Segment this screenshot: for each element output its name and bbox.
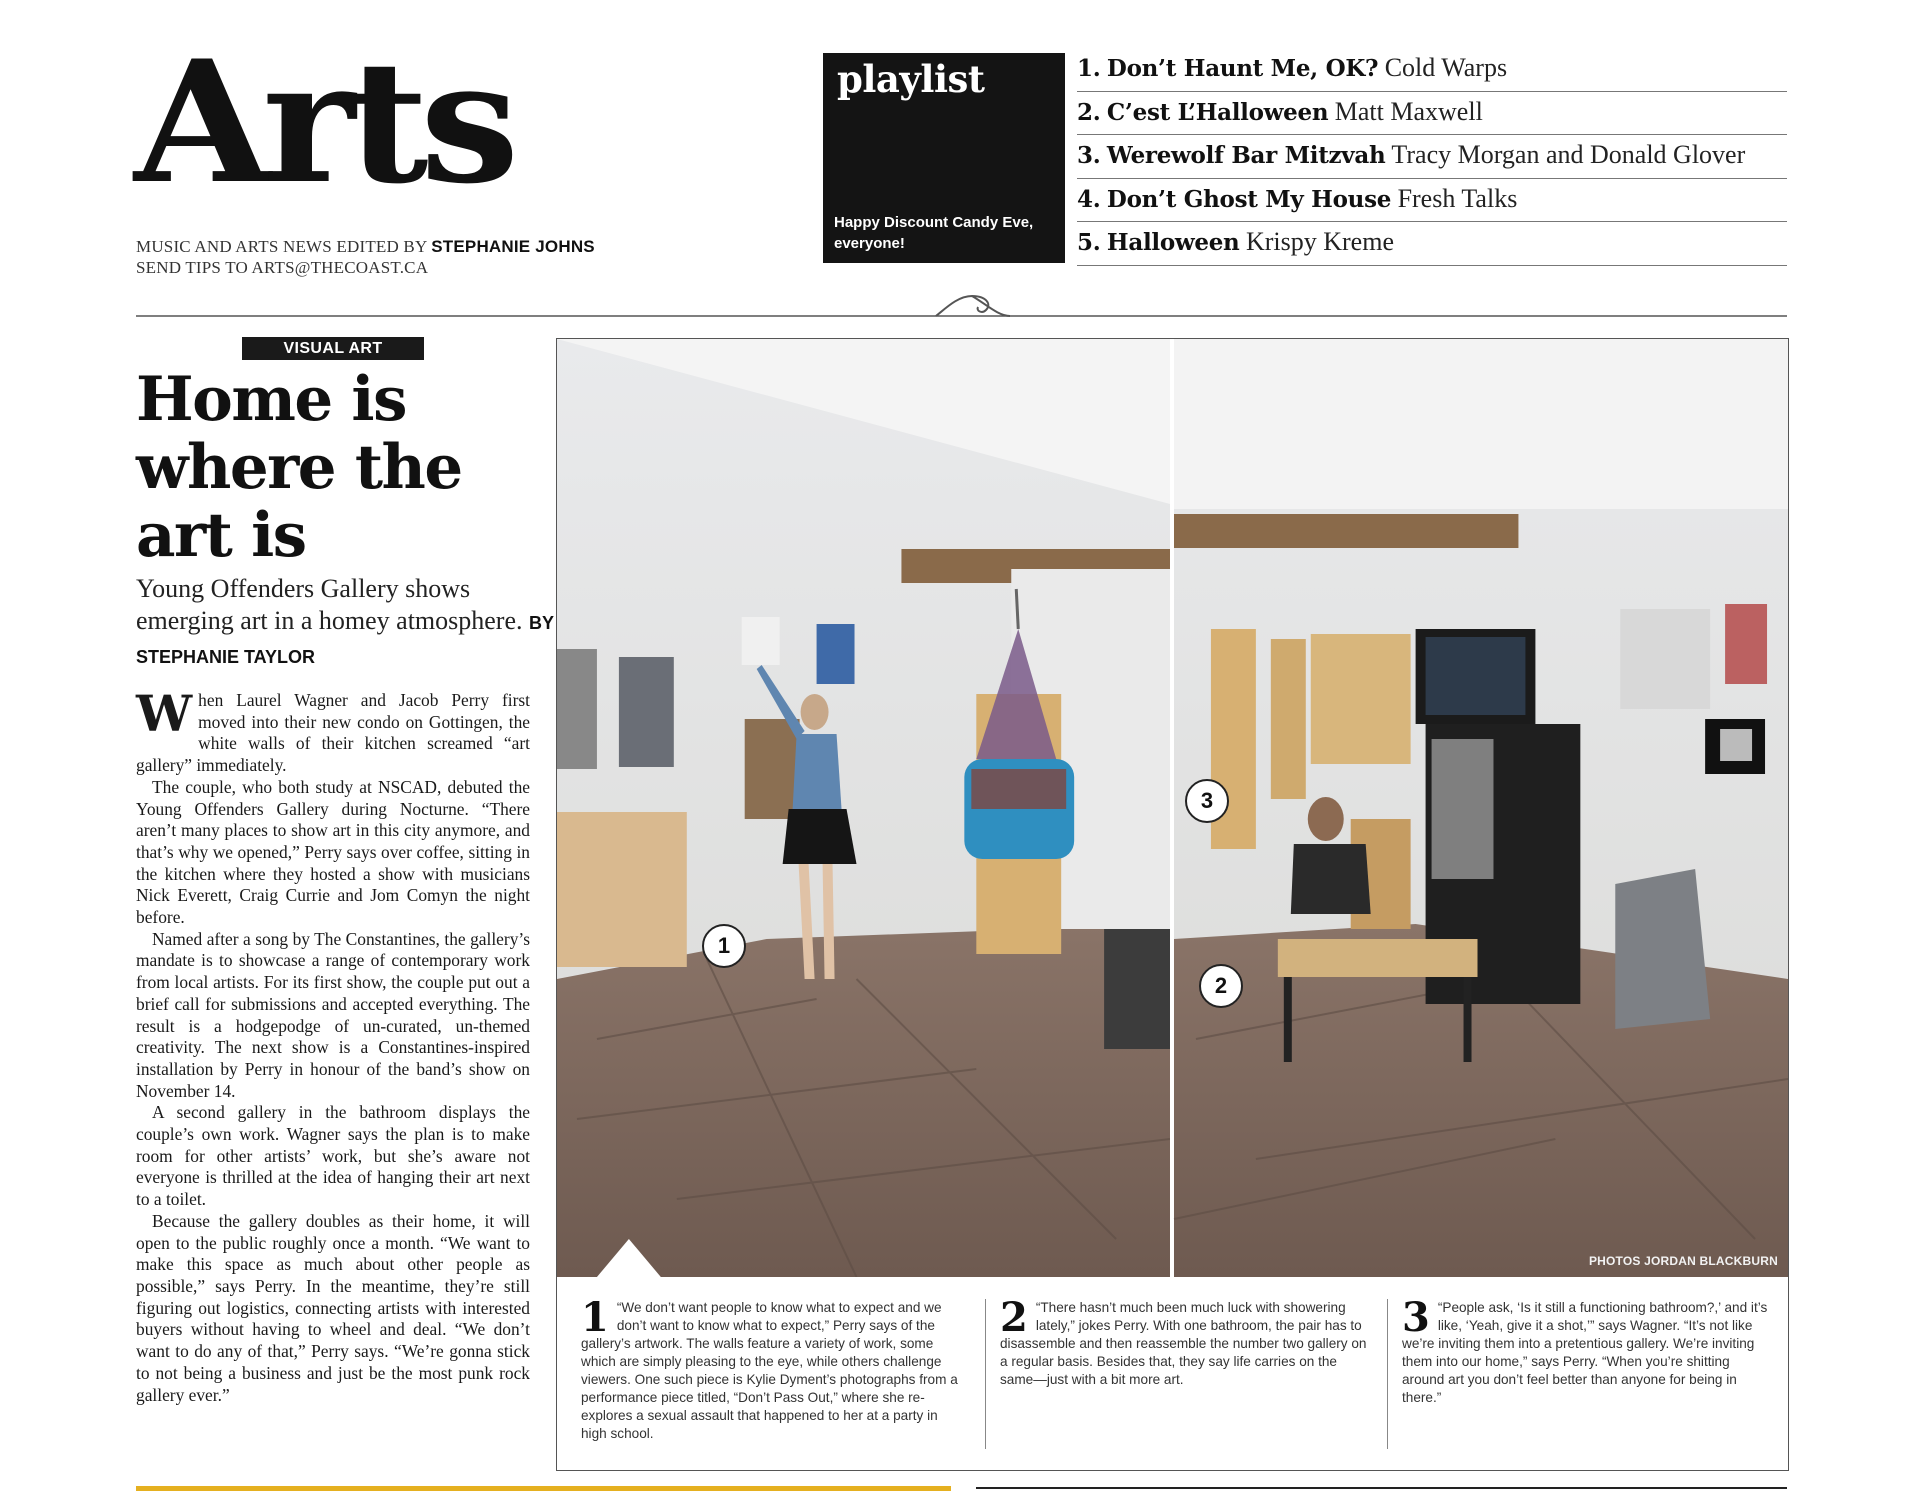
track-artist: Fresh Talks [1397,183,1518,213]
deck-text: Young Offenders Gallery shows emerging art in a homey atmosphere. [136,574,523,635]
article-byline: BY STEPHANIE TAYLOR [136,613,554,667]
track-number: 5. [1077,229,1101,256]
playlist-list [1077,48,1787,266]
editor-name: STEPHANIE JOHNS [431,237,595,256]
wave-ornament-icon [936,296,1010,316]
photo-credit: PHOTOS JORDAN BLACKBURN [1588,1254,1778,1268]
track-number: 1. [1077,55,1101,82]
callout-marker-2: 2 [1199,964,1243,1008]
caption-text: “There hasn’t much been much luck with showering lately,” jokes Perry. With one bathroom, the pair has to disassemble and then reassemble the number two gallery on a regular basis. Besides that, they say life carries on the same—just with a bit more art. [1000,1300,1367,1387]
playlist-item [1077,48,1787,92]
track-artist: Cold Warps [1384,53,1508,82]
photo-caption [1387,1294,1772,1449]
playlist-item [1077,92,1787,136]
playlist-heading: playlist [837,57,985,101]
track-number: 4. [1077,185,1101,213]
caption-number: 2 [1000,1294,1028,1341]
track-title: C’est L’Halloween [1106,98,1329,126]
caption-text: “People ask, ‘Is it still a functioning bathroom?,’ and it’s like, ‘Yeah, give it a shot,’” says Wagner. “It’s not like we’re inviting them into a pretentious gallery. We’re inviting them into our home,” says Perry. “When you’re shitting around art you don’t feel better than anyone for being in there.” [1402,1300,1768,1405]
track-artist: Krispy Kreme [1245,227,1394,256]
section-divider [136,290,1787,320]
callout-marker-3: 3 [1185,779,1229,823]
editor-credit-prefix: MUSIC AND ARTS NEWS EDITED BY [136,237,432,256]
bottom-accent-rule [136,1486,951,1491]
track-artist: Tracy Morgan and Donald Glover [1391,140,1746,169]
playlist-box [823,53,1065,263]
caption-number: 1 [581,1294,609,1341]
callout-marker-1: 1 [702,924,746,968]
track-title: Don’t Haunt Me, OK? [1106,55,1379,82]
track-title: Don’t Ghost My House [1106,185,1392,213]
article-paragraph: A second gallery in the bathroom displays the couple’s own work. Wagner says the plan is to make room for other artists’ work, but she’s aware not everyone is thrilled at the idea of hanging their art next to a toilet. [136,1102,530,1210]
playlist-item [1077,222,1787,266]
gallery-photo [557,339,1788,1277]
article-paragraph [136,684,530,777]
article-paragraph: The couple, who both study at NSCAD, debuted the Young Offenders Gallery during Nocturne. “There aren’t many places to show art in this city anymore, and that’s why we opened,” Perry says over coffee, sitting in the kitchen where they hosted a show with musicians Nick Everett, Craig Currie and Jom Comyn the night before. [136,776,530,928]
category-tag: VISUAL ART [242,337,424,360]
track-number: 3. [1077,142,1101,169]
article-paragraph: Because the gallery doubles as their home, it will open to the public roughly once a month. “We want to make this space as much about other people as possible,” says Perry. In the meantime, they’re still figuring out logistics, connecting artists with interested buyers without having to wheel and deal. “We don’t want to do any of that,” Perry says. “We’re gonna stick to not being a business and just be the most punk rock gallery ever.” [136,1210,530,1405]
article-paragraph: Named after a song by The Constantines, the gallery’s mandate is to showcase a range of contemporary work from local artists. For its first show, the couple put out a brief call for submissions and accepted everything. The result is a hodgepodge of un-curated, un-themed creativity. The next show is a Constantines-inspired installation by Perry in honour of the band’s show on November 14. [136,928,530,1101]
photo-caption [985,1294,1370,1449]
article-headline: Home is where the art is [136,364,462,571]
photo-panel [556,338,1789,1471]
photo-right [1174,339,1788,1277]
section-title: Arts [134,23,511,221]
tips-email-line: SEND TIPS TO ARTS@THECOAST.CA [136,258,429,277]
article-body [136,684,530,1406]
paragraph-text: hen Laurel Wagner and Jacob Perry first moved into their new condo on Gottingen, the white walls of their kitchen screamed “art gallery” immediately. [136,690,530,776]
caption-text: “We don’t want people to know what to expect and we don’t want to know what to expect,” Perry says of the gallery’s artwork. The walls feature a variety of work, some which are simply pleasing to the eye, while others challenge viewers. One such piece is Kylie Dyment’s photographs from a performance piece titled, “Don’t Pass Out,” where she re-explores a sexual assault that happened to her at a party in high school. [581,1300,958,1441]
caption-number: 3 [1402,1294,1430,1341]
playlist-item [1077,179,1787,223]
photo-caption [581,1294,966,1449]
article-deck [136,573,556,673]
bottom-rule [976,1487,1787,1489]
track-artist: Matt Maxwell [1334,96,1483,126]
playlist-note: Happy Discount Candy Eve, everyone! [834,214,1034,252]
drop-cap: W [136,684,193,743]
playlist-item [1077,135,1787,179]
photo-left [557,339,1170,1277]
track-title: Halloween [1106,229,1240,256]
section-credits [136,236,595,278]
track-title: Werewolf Bar Mitzvah [1106,142,1386,169]
track-number: 2. [1077,98,1101,126]
